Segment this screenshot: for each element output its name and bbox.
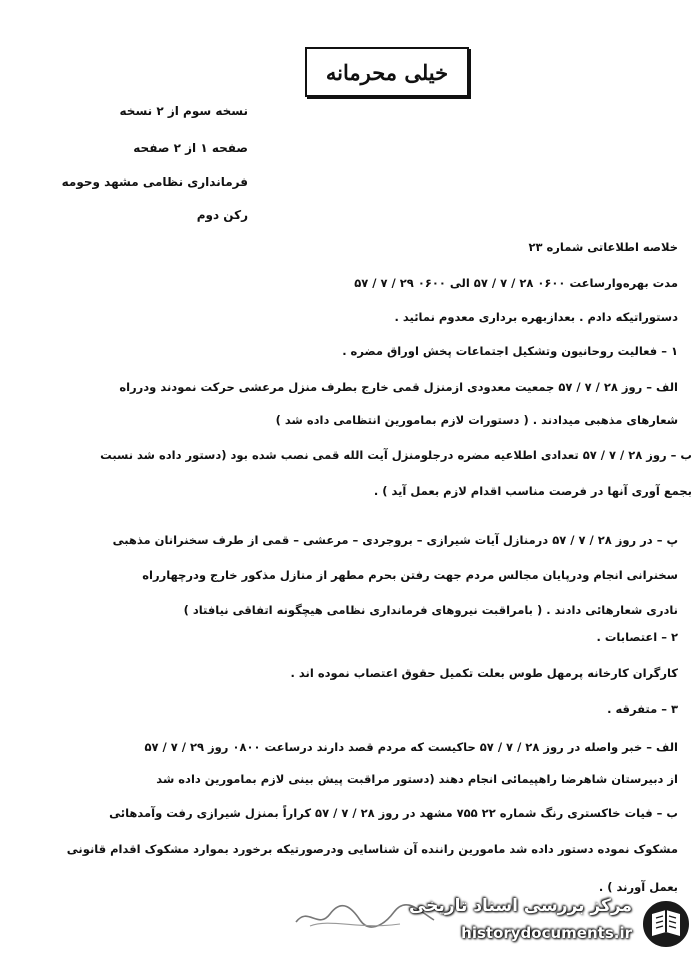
section-1-item-p-line-1: پ – در روز ۲۸ / ۷ / ۵۷ درمنازل آیات شیرازی – بروجردی – مرعشی – قمی از طرف سخنرانان مذهبی (112, 533, 678, 547)
section-3-item-a-line-1: الف – خبر واصله در روز ۲۸ / ۷ / ۵۷ حاکیست که مردم قصد دارند درساعت ۰۸۰۰ روز ۲۹ / ۷ / ۵۷ (144, 740, 678, 754)
section-1-item-a-line-2: شعارهای مذهبی میدادند . ( دستورات لازم بمامورین انتظامی داده شد ) (275, 413, 678, 427)
archive-logo-icon (640, 898, 692, 950)
department-line: رکن دوم (196, 208, 248, 222)
section-2-title: ۲ – اعتصابات . (596, 630, 678, 644)
watermark-org-name: مرکز بررسی اسناد تاریخی (409, 896, 632, 916)
section-1-item-p-line-3: نادری شعارهائی دادند . ( بامراقبت نیروهای فرمانداری نظامی هیچگونه اتفاقی نیافتاد ) (183, 603, 678, 617)
watermark-website: historydocuments.ir (461, 924, 632, 942)
section-3-item-a-line-2: از دبیرستان شاهرضا راهپیمائی انجام دهند (دستور مراقبت پیش بینی لازم بمامورین داده شد (156, 772, 678, 786)
section-1-item-p-line-2: سخنرانی انجام ودرپایان مجالس مردم جهت رفتن بحرم مطهر از منازل مذکور خارج ودرچهارراه (142, 568, 678, 582)
summary-title: خلاصه اطلاعاتی شماره ۲۳ (528, 240, 678, 254)
section-3-title: ۳ – متفرقه . (607, 702, 678, 716)
section-1-item-a-line-1: الف – روز ۲۸ / ۷ / ۵۷ جمعیت معدودی ازمنزل قمی خارج بطرف منزل مرعشی حرکت نمودند ودرراه (119, 380, 678, 394)
copy-number-line: نسخه سوم از ۲ نسخه (119, 104, 248, 118)
section-3-item-b-line-3: بعمل آورند ) . (598, 880, 678, 894)
archive-watermark (409, 892, 700, 954)
section-3-item-b-line-2: مشکوک نموده دستور داده شد مامورین راننده آن شناسایی ودرصورتیکه برخورد بموارد مشکوک اقدام قانونی (66, 842, 678, 856)
section-1-item-b-line-2: بجمع آوری آنها در فرصت مناسب اقدام لازم بعمل آید ) . (373, 484, 692, 498)
section-3-item-b-line-1: ب – فیات خاکستری رنگ شماره ۲۲ ۷۵۵ مشهد در روز ۲۸ / ۷ / ۵۷ کراراً بمنزل شیرازی رفت وآمدهائی (109, 806, 678, 820)
intro-line: دستوراتیکه دادم . بعدازبهره برداری معدوم نمائید . (394, 310, 678, 324)
section-1-title: ۱ – فعالیت روحانیون وتشکیل اجتماعات پخش اوراق مضره . (342, 344, 678, 358)
classification-stamp: خیلی محرمانه (305, 47, 469, 97)
reporting-period-line: مدت بهره‌وارساعت ۰۶۰۰ ۲۸ / ۷ / ۵۷ الی ۰۶۰۰ ۲۹ / ۷ / ۵۷ (354, 276, 678, 290)
section-1-item-b-line-1: ب – روز ۲۸ / ۷ / ۵۷ تعدادی اطلاعیه مضره درجلومنزل آیت الله قمی نصب شده بود (دستور داده شد نسبت (100, 448, 692, 462)
page-number-line: صفحه ۱ از ۲ صفحه (133, 141, 248, 155)
section-2-line: کارگران کارخانه پرمهل طوس بعلت تکمیل حقوق اعتصاب نموده اند . (290, 666, 678, 680)
issuing-command-line: فرمانداری نظامی مشهد وحومه (61, 175, 248, 189)
